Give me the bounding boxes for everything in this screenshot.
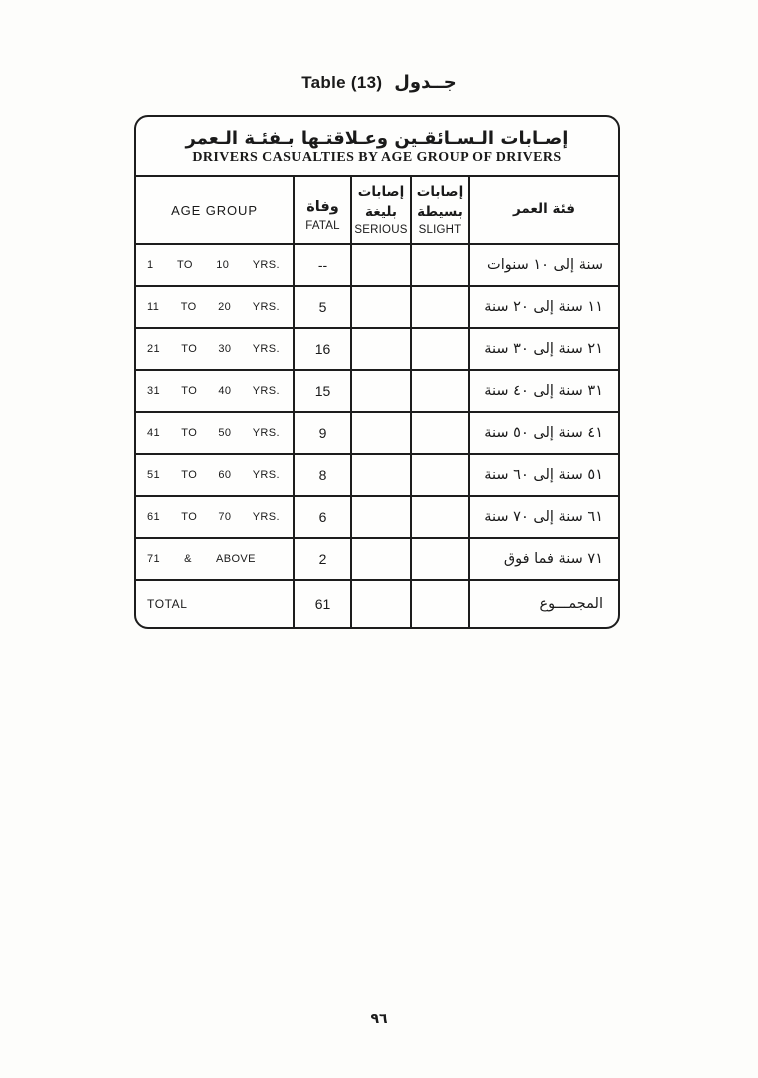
- serious-total-cell: [352, 581, 412, 627]
- age-from: 21: [147, 343, 161, 355]
- header-serious: [352, 177, 412, 243]
- table-title-english: DRIVERS CASUALTIES BY AGE GROUP OF DRIVERS: [192, 150, 562, 166]
- total-arabic-cell: المجمـــوع: [539, 596, 603, 612]
- age-group-cell: [136, 245, 295, 285]
- page-number: ٩٦: [370, 1011, 388, 1027]
- serious-value-cell: [352, 371, 412, 411]
- age-group-arabic-cell: ١١ سنة إلى ٢٠ سنة: [484, 299, 603, 315]
- header-age-group-arabic: [470, 177, 618, 243]
- age-to: 70: [218, 511, 232, 523]
- age-group-arabic-cell: ٣١ سنة إلى ٤٠ سنة: [484, 383, 603, 399]
- table-title-arabic: إصـابات الـسـائقـين وعـلاقتـها بـفئـة الـعمر: [185, 127, 569, 149]
- age-group-arabic-cell: ٧١ سنة فما فوق: [503, 551, 603, 567]
- header-serious-arabic-2: بليغة: [365, 203, 397, 220]
- age-connector: TO: [181, 427, 198, 439]
- page-heading-arabic: جــدول: [394, 72, 457, 93]
- slight-value-cell: [412, 539, 470, 579]
- table-row: [136, 539, 618, 581]
- serious-value-cell: [352, 329, 412, 369]
- serious-value-cell: [352, 413, 412, 453]
- total-label-cell: [136, 581, 295, 627]
- table-row: [136, 329, 618, 371]
- slight-value-cell: [412, 287, 470, 327]
- age-unit: YRS.: [252, 259, 280, 271]
- total-label: TOTAL: [147, 597, 188, 611]
- age-to: 50: [218, 427, 232, 439]
- age-unit: YRS.: [252, 385, 280, 397]
- age-unit: YRS.: [252, 427, 280, 439]
- table-row: [136, 455, 618, 497]
- age-group-cell: [136, 371, 295, 411]
- age-unit: YRS.: [252, 469, 280, 481]
- fatal-value-cell: 9: [295, 413, 352, 453]
- slight-value-cell: [412, 329, 470, 369]
- serious-value-cell: [352, 455, 412, 495]
- serious-value-cell: [352, 497, 412, 537]
- slight-value-cell: [412, 245, 470, 285]
- fatal-value-cell: 2: [295, 539, 352, 579]
- age-group-arabic-cell: ٥١ سنة إلى ٦٠ سنة: [484, 467, 603, 483]
- header-slight-arabic-1: إصابات: [416, 184, 464, 201]
- table-row: [136, 413, 618, 455]
- age-group-arabic-cell: ٤١ سنة إلى ٥٠ سنة: [484, 425, 603, 441]
- casualties-table: [134, 115, 620, 629]
- age-connector: TO: [181, 343, 198, 355]
- age-to: 10: [216, 259, 230, 271]
- age-group-cell: [136, 455, 295, 495]
- age-connector: TO: [176, 259, 193, 271]
- header-slight-arabic-2: بسيطة: [417, 203, 463, 220]
- age-group-arabic-cell: ٦١ سنة إلى ٧٠ سنة: [484, 509, 603, 525]
- serious-value-cell: [352, 287, 412, 327]
- header-serious-arabic-1: إصابات: [357, 184, 405, 201]
- page-heading-english: Table (13): [301, 73, 383, 92]
- age-from: 1: [147, 259, 154, 271]
- age-group-cell: [136, 287, 295, 327]
- age-to: 40: [218, 385, 232, 397]
- age-from: 31: [147, 385, 161, 397]
- fatal-value-cell: 5: [295, 287, 352, 327]
- age-connector: &: [184, 553, 192, 565]
- age-from: 71: [147, 553, 161, 565]
- table-row: [136, 287, 618, 329]
- page-heading: [0, 72, 758, 93]
- age-from: 11: [147, 301, 160, 313]
- table-row: [136, 371, 618, 413]
- table-row: [136, 497, 618, 539]
- table-total-row: [136, 581, 618, 627]
- age-unit: YRS.: [252, 343, 280, 355]
- age-unit: YRS.: [252, 301, 280, 313]
- age-group-arabic-cell: سنة إلى ١٠ سنوات: [487, 257, 603, 273]
- age-connector: TO: [181, 511, 198, 523]
- header-fatal-english: FATAL: [305, 220, 340, 233]
- age-to: 30: [218, 343, 232, 355]
- header-age-group-arabic-label: فئة العمر: [512, 201, 575, 218]
- header-serious-english: SERIOUS: [354, 224, 408, 237]
- age-group-cell: [136, 413, 295, 453]
- slight-value-cell: [412, 413, 470, 453]
- fatal-value-cell: 6: [295, 497, 352, 537]
- fatal-value-cell: 16: [295, 329, 352, 369]
- age-from: 41: [147, 427, 161, 439]
- slight-value-cell: [412, 371, 470, 411]
- slight-total-cell: [412, 581, 470, 627]
- header-fatal-arabic: وفاة: [306, 199, 339, 216]
- slight-value-cell: [412, 455, 470, 495]
- fatal-total-cell: 61: [295, 581, 352, 627]
- table-row: [136, 245, 618, 287]
- age-from: 61: [147, 511, 161, 523]
- table-header-row: [136, 177, 618, 245]
- age-connector: TO: [181, 385, 198, 397]
- age-group-cell: [136, 539, 295, 579]
- age-group-cell: [136, 497, 295, 537]
- header-fatal: [295, 177, 352, 243]
- fatal-value-cell: --: [295, 245, 352, 285]
- table-title-box: [136, 117, 618, 177]
- slight-value-cell: [412, 497, 470, 537]
- fatal-value-cell: 8: [295, 455, 352, 495]
- age-group-arabic-cell: ٢١ سنة إلى ٣٠ سنة: [484, 341, 603, 357]
- age-to: 20: [218, 301, 232, 313]
- serious-value-cell: [352, 245, 412, 285]
- age-unit: YRS.: [252, 511, 280, 523]
- age-to: 60: [218, 469, 232, 481]
- fatal-value-cell: 15: [295, 371, 352, 411]
- header-slight: [412, 177, 470, 243]
- header-slight-english: SLIGHT: [418, 224, 462, 237]
- age-group-cell: [136, 329, 295, 369]
- serious-value-cell: [352, 539, 412, 579]
- age-connector: TO: [180, 301, 197, 313]
- age-connector: TO: [181, 469, 198, 481]
- header-age-group: AGE GROUP: [136, 177, 295, 243]
- age-from: 51: [147, 469, 161, 481]
- age-to: ABOVE: [215, 553, 256, 565]
